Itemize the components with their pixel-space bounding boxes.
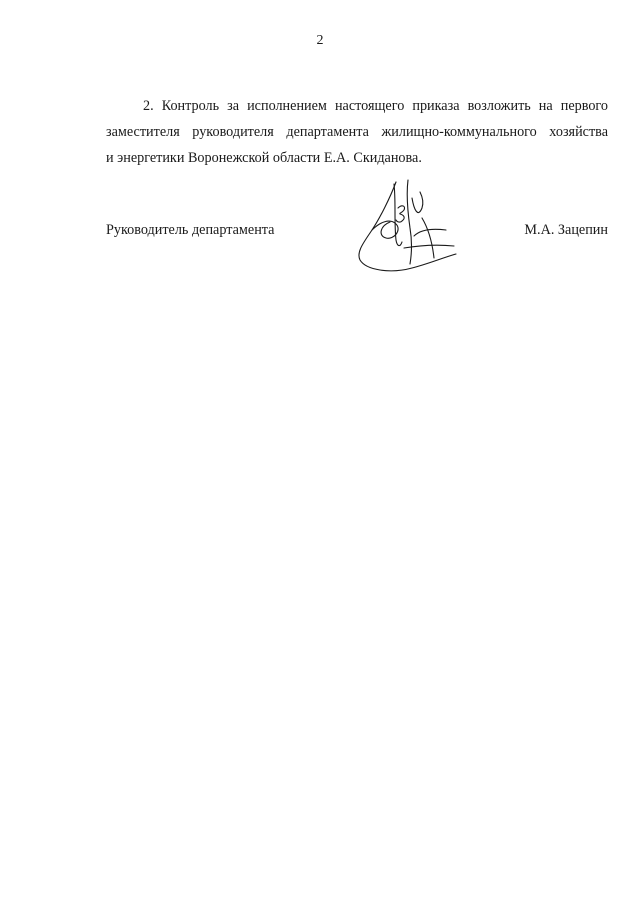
order-paragraph — [106, 93, 608, 171]
page-number: 2 — [316, 33, 324, 48]
signatory-name: М.А. Зацепин — [524, 222, 608, 238]
paragraph-line: и энергетики Воронежской области Е.А. Скиданова. — [106, 150, 422, 166]
paragraph-line: 2. Контроль за исполнением настоящего приказа возложить на первого — [143, 98, 608, 114]
paragraph-line: заместителя руководителя департамента жилищно-коммунального хозяйства — [106, 124, 608, 140]
signatory-title: Руководитель департамента — [106, 222, 275, 238]
handwritten-signature — [350, 178, 460, 278]
